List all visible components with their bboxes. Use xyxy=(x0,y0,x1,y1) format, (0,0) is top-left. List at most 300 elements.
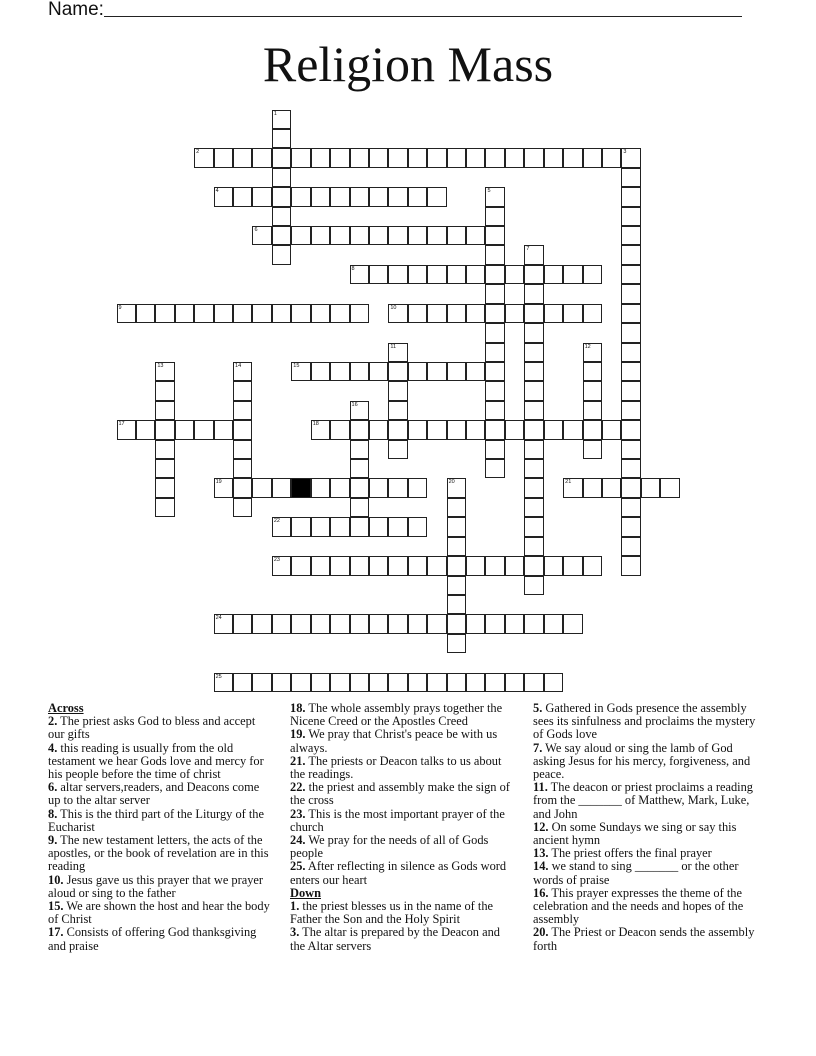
grid-cell[interactable] xyxy=(621,478,640,497)
grid-cell[interactable] xyxy=(583,420,602,439)
grid-cell[interactable] xyxy=(621,362,640,381)
grid-cell[interactable] xyxy=(621,148,640,167)
grid-cell[interactable] xyxy=(466,673,485,692)
grid-cell[interactable] xyxy=(602,148,621,167)
clue-number-label: 25 xyxy=(215,673,222,680)
grid-cell[interactable] xyxy=(330,478,349,497)
grid-cell[interactable] xyxy=(311,517,330,536)
clue-text: The priest asks God to bless and accept our gifts xyxy=(48,714,256,742)
grid-cell[interactable] xyxy=(485,556,504,575)
grid-cell[interactable] xyxy=(388,673,407,692)
grid-cell[interactable] xyxy=(485,304,504,323)
grid-cell[interactable] xyxy=(233,459,252,478)
grid-cell[interactable] xyxy=(427,556,446,575)
grid-cell[interactable] xyxy=(447,498,466,517)
grid-cell[interactable] xyxy=(233,381,252,400)
grid-cell[interactable] xyxy=(330,517,349,536)
grid-cell[interactable] xyxy=(194,420,213,439)
grid-cell[interactable] xyxy=(369,187,388,206)
grid-cell[interactable] xyxy=(350,556,369,575)
grid-cell[interactable] xyxy=(311,304,330,323)
grid-cell[interactable] xyxy=(583,556,602,575)
grid-cell[interactable] xyxy=(408,556,427,575)
grid-cell[interactable] xyxy=(602,420,621,439)
grid-cell[interactable] xyxy=(388,517,407,536)
grid-cell[interactable] xyxy=(485,187,504,206)
grid-cell[interactable] xyxy=(330,362,349,381)
grid-cell[interactable] xyxy=(117,304,136,323)
grid-cell[interactable] xyxy=(155,362,174,381)
grid-cell[interactable] xyxy=(447,614,466,633)
grid-cell[interactable] xyxy=(485,381,504,400)
grid-cell[interactable] xyxy=(311,148,330,167)
grid-cell[interactable] xyxy=(485,284,504,303)
grid-cell[interactable] xyxy=(466,265,485,284)
grid-cell[interactable] xyxy=(311,614,330,633)
grid-cell[interactable] xyxy=(330,304,349,323)
grid-cell[interactable] xyxy=(388,381,407,400)
grid-cell[interactable] xyxy=(466,226,485,245)
grid-cell[interactable] xyxy=(563,148,582,167)
grid-cell[interactable] xyxy=(350,148,369,167)
clue-number-label: 24 xyxy=(215,615,222,622)
grid-cell[interactable] xyxy=(524,343,543,362)
grid-cell[interactable] xyxy=(408,187,427,206)
grid-cell[interactable] xyxy=(408,265,427,284)
grid-cell[interactable] xyxy=(214,673,233,692)
clue-item xyxy=(290,728,512,754)
grid-cell[interactable] xyxy=(544,614,563,633)
grid-cell[interactable] xyxy=(427,226,446,245)
grid-cell[interactable] xyxy=(563,478,582,497)
grid-cell[interactable] xyxy=(291,517,310,536)
grid-cell[interactable] xyxy=(524,614,543,633)
grid-cell[interactable] xyxy=(544,148,563,167)
grid-cell[interactable] xyxy=(233,420,252,439)
grid-cell[interactable] xyxy=(272,673,291,692)
grid-cell[interactable] xyxy=(350,420,369,439)
grid-cell[interactable] xyxy=(369,148,388,167)
grid-cell[interactable] xyxy=(388,362,407,381)
grid-cell[interactable] xyxy=(447,517,466,536)
grid-cell[interactable] xyxy=(311,673,330,692)
grid-cell[interactable] xyxy=(252,304,271,323)
grid-cell[interactable] xyxy=(155,478,174,497)
grid-cell[interactable] xyxy=(408,420,427,439)
grid-cell[interactable] xyxy=(291,304,310,323)
grid-cell[interactable] xyxy=(233,478,252,497)
grid-cell[interactable] xyxy=(136,304,155,323)
grid-cell[interactable] xyxy=(350,304,369,323)
grid-cell[interactable] xyxy=(485,440,504,459)
clue-text: we stand to sing _______ or the other words of praise xyxy=(533,859,739,887)
grid-cell[interactable] xyxy=(427,304,446,323)
grid-cell[interactable] xyxy=(427,614,446,633)
grid-cell[interactable] xyxy=(408,673,427,692)
grid-cell[interactable] xyxy=(485,673,504,692)
grid-cell[interactable] xyxy=(155,304,174,323)
grid-cell[interactable] xyxy=(330,148,349,167)
grid-cell[interactable] xyxy=(505,614,524,633)
grid-cell[interactable] xyxy=(621,420,640,439)
grid-cell[interactable] xyxy=(583,478,602,497)
grid-cell[interactable] xyxy=(447,576,466,595)
grid-cell[interactable] xyxy=(233,304,252,323)
grid-cell[interactable] xyxy=(524,556,543,575)
grid-cell[interactable] xyxy=(175,304,194,323)
grid-cell[interactable] xyxy=(369,517,388,536)
grid-cell[interactable] xyxy=(155,381,174,400)
grid-cell[interactable] xyxy=(563,420,582,439)
clue-number-label: 8 xyxy=(351,265,355,272)
grid-cell[interactable] xyxy=(563,614,582,633)
grid-cell[interactable] xyxy=(214,478,233,497)
grid-cell[interactable] xyxy=(175,420,194,439)
clue-number: 17. xyxy=(48,925,64,940)
grid-cell[interactable] xyxy=(447,556,466,575)
grid-cell[interactable] xyxy=(350,440,369,459)
grid-cell[interactable] xyxy=(330,420,349,439)
grid-cell[interactable] xyxy=(466,304,485,323)
grid-cell[interactable] xyxy=(621,284,640,303)
grid-cell[interactable] xyxy=(524,362,543,381)
grid-cell[interactable] xyxy=(388,148,407,167)
clue-item xyxy=(533,702,765,742)
grid-cell[interactable] xyxy=(117,420,136,439)
grid-cell[interactable] xyxy=(408,362,427,381)
grid-cell[interactable] xyxy=(447,148,466,167)
grid-cell[interactable] xyxy=(155,440,174,459)
grid-cell[interactable] xyxy=(311,187,330,206)
grid-cell[interactable] xyxy=(350,517,369,536)
grid-cell[interactable] xyxy=(447,595,466,614)
grid-cell[interactable] xyxy=(621,323,640,342)
grid-cell[interactable] xyxy=(505,556,524,575)
grid-cell[interactable] xyxy=(291,556,310,575)
grid-cell[interactable] xyxy=(350,673,369,692)
grid-cell[interactable] xyxy=(485,265,504,284)
grid-cell[interactable] xyxy=(427,420,446,439)
grid-cell[interactable] xyxy=(621,498,640,517)
grid-cell[interactable] xyxy=(194,304,213,323)
grid-cell[interactable] xyxy=(291,362,310,381)
grid-cell[interactable] xyxy=(330,226,349,245)
grid-cell[interactable] xyxy=(621,207,640,226)
grid-cell[interactable] xyxy=(233,440,252,459)
grid-cell[interactable] xyxy=(388,343,407,362)
grid-cell[interactable] xyxy=(272,129,291,148)
grid-cell[interactable] xyxy=(427,362,446,381)
grid-cell[interactable] xyxy=(388,420,407,439)
grid-cell[interactable] xyxy=(388,265,407,284)
grid-cell[interactable] xyxy=(233,148,252,167)
clue-number: 11. xyxy=(533,780,548,795)
grid-cell[interactable] xyxy=(252,226,271,245)
grid-cell[interactable] xyxy=(485,226,504,245)
grid-cell[interactable] xyxy=(505,265,524,284)
grid-cell[interactable] xyxy=(155,420,174,439)
grid-cell[interactable] xyxy=(330,187,349,206)
grid-cell[interactable] xyxy=(272,556,291,575)
grid-cell[interactable] xyxy=(485,323,504,342)
grid-cell[interactable] xyxy=(291,226,310,245)
grid-cell[interactable] xyxy=(369,556,388,575)
clue-item xyxy=(533,742,765,782)
grid-cell[interactable] xyxy=(350,362,369,381)
grid-cell[interactable] xyxy=(330,556,349,575)
grid-cell[interactable] xyxy=(233,673,252,692)
grid-cell[interactable] xyxy=(233,362,252,381)
grid-cell[interactable] xyxy=(369,478,388,497)
clue-item xyxy=(290,834,512,860)
grid-cell[interactable] xyxy=(155,401,174,420)
grid-cell[interactable] xyxy=(583,148,602,167)
grid-cell[interactable] xyxy=(524,537,543,556)
grid-cell[interactable] xyxy=(621,401,640,420)
grid-cell[interactable] xyxy=(583,440,602,459)
grid-cell[interactable] xyxy=(485,459,504,478)
grid-cell[interactable] xyxy=(350,187,369,206)
clue-number: 4. xyxy=(48,740,58,755)
grid-cell[interactable] xyxy=(485,420,504,439)
grid-cell[interactable] xyxy=(311,478,330,497)
grid-cell[interactable] xyxy=(660,478,679,497)
grid-cell[interactable] xyxy=(272,168,291,187)
grid-cell[interactable] xyxy=(233,614,252,633)
grid-cell[interactable] xyxy=(524,401,543,420)
grid-cell[interactable] xyxy=(311,556,330,575)
grid-cell[interactable] xyxy=(466,614,485,633)
grid-cell[interactable] xyxy=(233,187,252,206)
grid-cell[interactable] xyxy=(427,187,446,206)
grid-cell[interactable] xyxy=(272,614,291,633)
grid-cell[interactable] xyxy=(583,304,602,323)
grid-cell[interactable] xyxy=(214,187,233,206)
grid-cell[interactable] xyxy=(388,440,407,459)
grid-cell[interactable] xyxy=(447,265,466,284)
grid-cell[interactable] xyxy=(621,168,640,187)
grid-cell[interactable] xyxy=(350,498,369,517)
grid-cell[interactable] xyxy=(350,478,369,497)
clue-column-3 xyxy=(533,702,765,953)
grid-cell[interactable] xyxy=(369,265,388,284)
grid-cell[interactable] xyxy=(252,187,271,206)
grid-cell[interactable] xyxy=(583,343,602,362)
grid-cell[interactable] xyxy=(447,537,466,556)
grid-cell[interactable] xyxy=(447,362,466,381)
grid-cell[interactable] xyxy=(408,517,427,536)
grid-cell[interactable] xyxy=(583,381,602,400)
grid-cell[interactable] xyxy=(369,362,388,381)
grid-cell[interactable] xyxy=(350,614,369,633)
grid-cell[interactable] xyxy=(272,110,291,129)
grid-cell[interactable] xyxy=(350,226,369,245)
grid-cell[interactable] xyxy=(388,614,407,633)
grid-cell[interactable] xyxy=(311,226,330,245)
grid-cell[interactable] xyxy=(408,478,427,497)
grid-cell[interactable] xyxy=(544,556,563,575)
clue-column-1 xyxy=(48,702,270,953)
grid-cell[interactable] xyxy=(524,323,543,342)
grid-cell[interactable] xyxy=(583,362,602,381)
grid-cell[interactable] xyxy=(233,401,252,420)
grid-cell[interactable] xyxy=(388,556,407,575)
grid-cell[interactable] xyxy=(252,148,271,167)
grid-cell[interactable] xyxy=(272,517,291,536)
grid-cell[interactable] xyxy=(621,226,640,245)
grid-cell[interactable] xyxy=(214,148,233,167)
grid-cell[interactable] xyxy=(311,362,330,381)
grid-cell[interactable] xyxy=(408,614,427,633)
grid-cell[interactable] xyxy=(485,614,504,633)
grid-cell[interactable] xyxy=(621,187,640,206)
grid-cell[interactable] xyxy=(155,498,174,517)
grid-cell[interactable] xyxy=(485,343,504,362)
grid-cell[interactable] xyxy=(505,673,524,692)
grid-cell[interactable] xyxy=(621,517,640,536)
grid-cell[interactable] xyxy=(311,420,330,439)
grid-cell[interactable] xyxy=(447,226,466,245)
grid-cell[interactable] xyxy=(621,440,640,459)
grid-cell[interactable] xyxy=(485,207,504,226)
grid-cell[interactable] xyxy=(136,420,155,439)
grid-cell[interactable] xyxy=(214,614,233,633)
grid-cell[interactable] xyxy=(466,556,485,575)
grid-cell[interactable] xyxy=(583,401,602,420)
grid-cell[interactable] xyxy=(388,478,407,497)
grid-cell[interactable] xyxy=(447,420,466,439)
grid-cell[interactable] xyxy=(427,265,446,284)
grid-cell[interactable] xyxy=(272,478,291,497)
grid-cell[interactable] xyxy=(524,576,543,595)
grid-cell[interactable] xyxy=(524,304,543,323)
grid-cell[interactable] xyxy=(447,673,466,692)
grid-cell[interactable] xyxy=(524,148,543,167)
grid-cell[interactable] xyxy=(330,673,349,692)
grid-cell[interactable] xyxy=(252,673,271,692)
grid-cell[interactable] xyxy=(621,537,640,556)
grid-cell[interactable] xyxy=(524,459,543,478)
grid-cell[interactable] xyxy=(272,207,291,226)
grid-cell[interactable] xyxy=(583,265,602,284)
grid-cell[interactable] xyxy=(641,478,660,497)
clue-text: The new testament letters, the acts of the apostles, or the book of revelation are in this reading xyxy=(48,833,269,874)
grid-cell[interactable] xyxy=(524,478,543,497)
grid-cell[interactable] xyxy=(369,420,388,439)
grid-cell[interactable] xyxy=(408,304,427,323)
grid-cell[interactable] xyxy=(272,245,291,264)
grid-cell[interactable] xyxy=(272,226,291,245)
clue-number: 18. xyxy=(290,701,306,715)
grid-cell[interactable] xyxy=(214,420,233,439)
grid-cell[interactable] xyxy=(544,265,563,284)
grid-cell[interactable] xyxy=(524,673,543,692)
grid-cell[interactable] xyxy=(272,304,291,323)
grid-cell[interactable] xyxy=(272,187,291,206)
grid-cell[interactable] xyxy=(524,440,543,459)
grid-cell[interactable] xyxy=(388,304,407,323)
grid-cell[interactable] xyxy=(485,245,504,264)
grid-cell[interactable] xyxy=(252,478,271,497)
grid-cell[interactable] xyxy=(621,556,640,575)
grid-cell[interactable] xyxy=(291,187,310,206)
grid-cell[interactable] xyxy=(602,478,621,497)
grid-cell[interactable] xyxy=(621,459,640,478)
grid-cell[interactable] xyxy=(388,401,407,420)
grid-cell[interactable] xyxy=(524,245,543,264)
clue-item xyxy=(48,715,270,741)
grid-cell[interactable] xyxy=(621,304,640,323)
grid-cell[interactable] xyxy=(466,362,485,381)
grid-cell[interactable] xyxy=(524,498,543,517)
grid-cell[interactable] xyxy=(291,614,310,633)
grid-cell[interactable] xyxy=(447,304,466,323)
grid-cell[interactable] xyxy=(505,420,524,439)
grid-cell[interactable] xyxy=(505,304,524,323)
grid-cell[interactable] xyxy=(485,148,504,167)
grid-cell[interactable] xyxy=(524,284,543,303)
grid-cell[interactable] xyxy=(544,420,563,439)
grid-cell[interactable] xyxy=(447,634,466,653)
grid-cell[interactable] xyxy=(621,245,640,264)
grid-cell[interactable] xyxy=(427,148,446,167)
grid-cell[interactable] xyxy=(544,304,563,323)
grid-cell[interactable] xyxy=(388,187,407,206)
grid-cell[interactable] xyxy=(466,148,485,167)
grid-cell[interactable] xyxy=(505,148,524,167)
grid-cell[interactable] xyxy=(563,304,582,323)
grid-cell[interactable] xyxy=(350,265,369,284)
grid-cell[interactable] xyxy=(408,226,427,245)
clue-number: 2. xyxy=(48,714,58,729)
grid-cell[interactable] xyxy=(350,459,369,478)
grid-cell[interactable] xyxy=(291,673,310,692)
grid-cell[interactable] xyxy=(524,420,543,439)
clue-number: 24. xyxy=(290,833,306,848)
grid-cell[interactable] xyxy=(427,673,446,692)
grid-cell[interactable] xyxy=(369,614,388,633)
grid-cell[interactable] xyxy=(214,304,233,323)
clue-item xyxy=(533,821,765,847)
grid-cell[interactable] xyxy=(485,401,504,420)
clue-item xyxy=(533,926,765,952)
grid-cell[interactable] xyxy=(544,673,563,692)
grid-cell[interactable] xyxy=(621,381,640,400)
grid-cell[interactable] xyxy=(524,517,543,536)
grid-cell[interactable] xyxy=(388,226,407,245)
grid-cell[interactable] xyxy=(272,148,291,167)
grid-cell[interactable] xyxy=(194,148,213,167)
grid-cell[interactable] xyxy=(563,556,582,575)
grid-cell[interactable] xyxy=(563,265,582,284)
grid-cell[interactable] xyxy=(155,459,174,478)
grid-cell[interactable] xyxy=(233,498,252,517)
grid-cell[interactable] xyxy=(447,478,466,497)
grid-cell[interactable] xyxy=(621,265,640,284)
grid-cell[interactable] xyxy=(369,226,388,245)
grid-cell[interactable] xyxy=(350,401,369,420)
grid-cell[interactable] xyxy=(524,381,543,400)
grid-cell[interactable] xyxy=(291,148,310,167)
grid-cell[interactable] xyxy=(524,265,543,284)
grid-cell[interactable] xyxy=(252,614,271,633)
grid-cell[interactable] xyxy=(466,420,485,439)
grid-cell[interactable] xyxy=(369,673,388,692)
grid-cell[interactable] xyxy=(330,614,349,633)
grid-cell[interactable] xyxy=(485,362,504,381)
grid-cell[interactable] xyxy=(408,148,427,167)
grid-cell[interactable] xyxy=(621,343,640,362)
